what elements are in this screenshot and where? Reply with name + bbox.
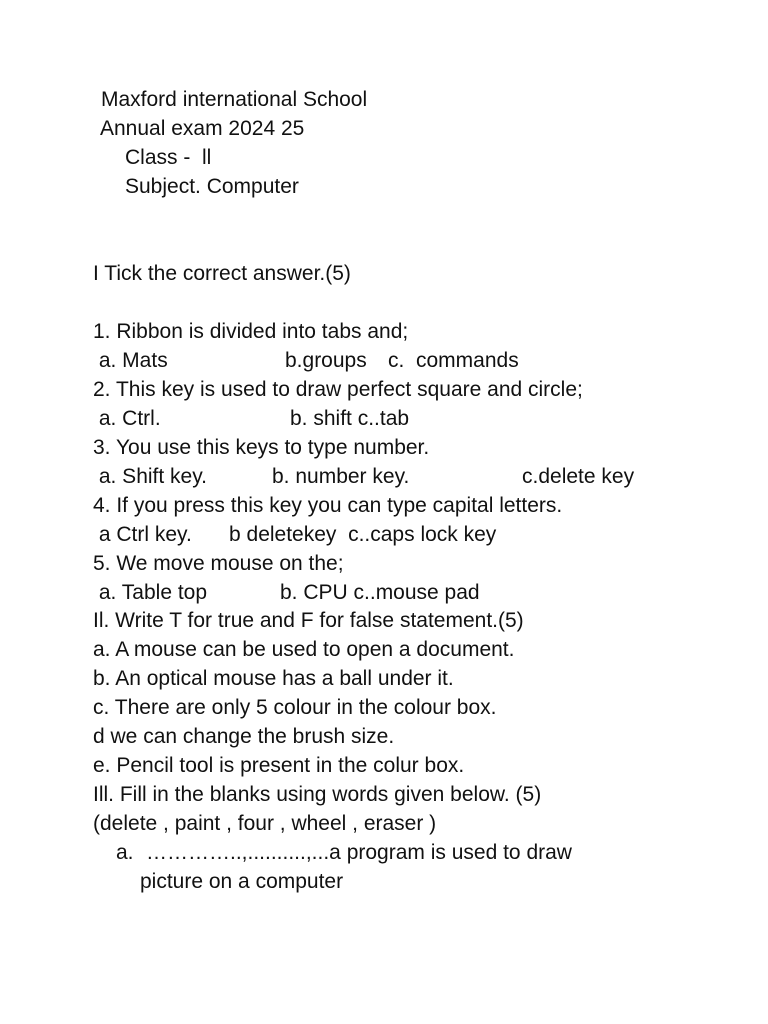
question-4: 4. If you press this key you can type capital letters.: [93, 494, 563, 517]
question-2: 2. This key is used to draw perfect square and circle;: [93, 378, 583, 401]
question-5-option-a: a. Table top: [93, 581, 208, 604]
exam-title: Annual exam 2024 25: [100, 117, 305, 140]
question-1-option-a: a. Mats: [93, 349, 168, 372]
class-label: Class - ll: [125, 146, 212, 169]
statement-b: b. An optical mouse has a ball under it.: [93, 667, 454, 690]
section3-title: Ill. Fill in the blanks using words given below. (5): [93, 783, 542, 806]
word-bank: (delete , paint , four , wheel , eraser ): [93, 812, 437, 835]
question-2-option-a: a. Ctrl.: [93, 407, 161, 430]
statement-e: e. Pencil tool is present in the colur box.: [93, 754, 465, 777]
statement-d: d we can change the brush size.: [93, 725, 395, 748]
statement-a: a. A mouse can be used to open a document.: [93, 638, 515, 661]
subject-label: Subject. Computer: [125, 175, 299, 198]
blank-item-a-text: …………..,..........,...a program is used to draw: [146, 841, 572, 864]
question-4-option-a: a Ctrl key.: [93, 523, 192, 546]
question-1: 1. Ribbon is divided into tabs and;: [93, 320, 409, 343]
question-1-option-b: b.groups: [285, 349, 367, 372]
blank-item-a-label: a.: [116, 841, 134, 864]
question-1-option-c: c. commands: [388, 349, 519, 372]
question-2-option-b: b. shift c..tab: [290, 407, 410, 430]
question-4-option-b: b deletekey c..caps lock key: [229, 523, 497, 546]
question-5-option-b: b. CPU c..mouse pad: [280, 581, 480, 604]
section2-title: Il. Write T for true and F for false statement.(5): [93, 609, 524, 632]
question-3-option-c: c.delete key: [522, 465, 635, 488]
question-5: 5. We move mouse on the;: [93, 552, 344, 575]
question-3-option-b: b. number key.: [272, 465, 410, 488]
blank-item-a-text-continued: picture on a computer: [140, 870, 344, 893]
school-name: Maxford international School: [101, 88, 368, 111]
question-3: 3. You use this keys to type number.: [93, 436, 430, 459]
question-3-option-a: a. Shift key.: [93, 465, 207, 488]
statement-c: c. There are only 5 colour in the colour box.: [93, 696, 497, 719]
section1-title: I Tick the correct answer.(5): [93, 262, 351, 285]
